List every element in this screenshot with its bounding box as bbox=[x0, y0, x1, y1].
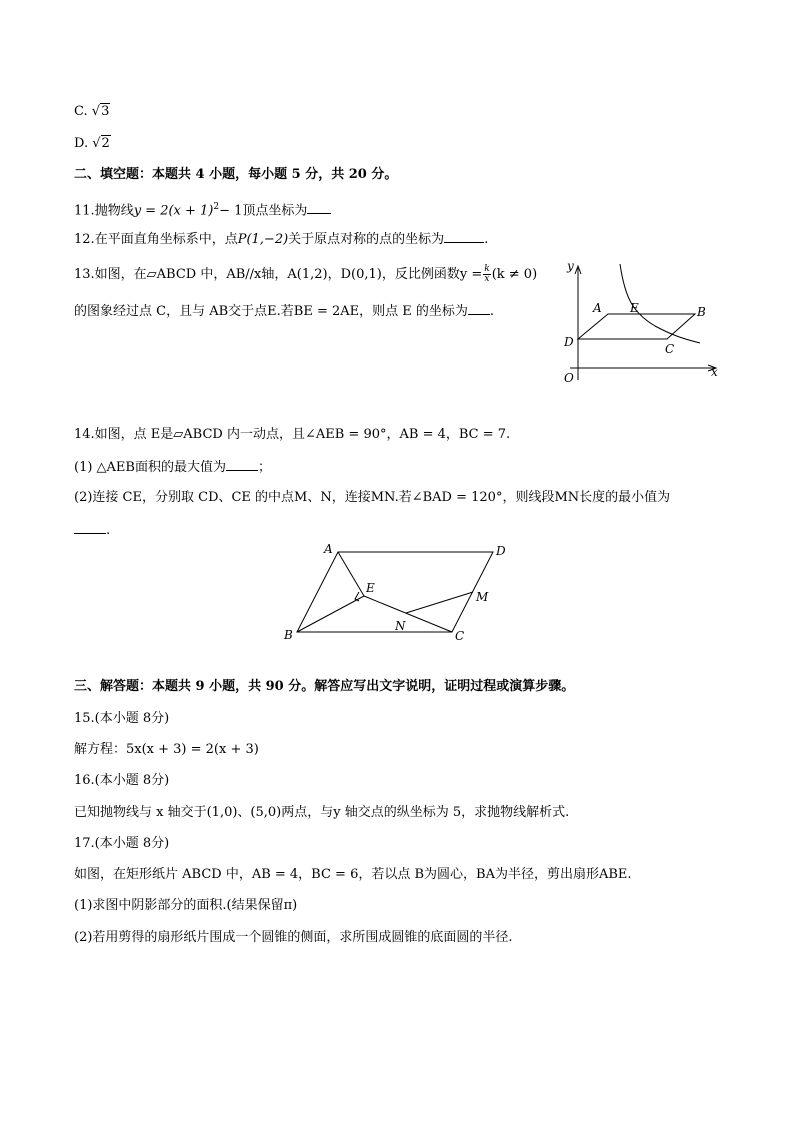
question-14-part-2: (2)连接 CE，分别取 CD、CE 的中点M、N，连接MN.若∠BAD = 120°，则线段MN长度的最小值为 bbox=[74, 490, 671, 505]
punctuation: ； bbox=[257, 460, 271, 475]
question-17-part-2: (2)若用剪得的扇形纸片围成一个圆锥的侧面，求所围成圆锥的底面圆的半径. bbox=[74, 930, 513, 945]
option-d-label: D. bbox=[74, 136, 89, 151]
question-13-line-1 bbox=[74, 265, 537, 284]
question-text: 的图象经过点 C，且与 AB交于点E.若BE = 2AE，则点 E 的坐标为 bbox=[74, 304, 468, 319]
label-b: B bbox=[284, 628, 293, 642]
question-16-header: 16.(本小题 8分) bbox=[74, 773, 170, 788]
math-expression: y = 2(x + 1) bbox=[133, 203, 214, 219]
label-c: C bbox=[665, 342, 675, 356]
sqrt-expression: √3 bbox=[91, 104, 110, 119]
answer-blank bbox=[74, 521, 106, 534]
question-17-text: 如图，在矩形纸片 ABCD 中，AB = 4，BC = 6，若以点 B为圆心，BA为半径，剪出扇形ABE. bbox=[74, 867, 632, 882]
question-text: 在平面直角坐标系中，点 bbox=[94, 232, 238, 247]
question-15-text: 解方程：5x(x + 3) = 2(x + 3) bbox=[74, 742, 259, 757]
question-text: (k ≠ 0) bbox=[491, 267, 538, 282]
segment-ae bbox=[338, 552, 364, 596]
question-12: 12.在平面直角坐标系中，点P(1,−2)关于原点对称的点的坐标为 . bbox=[74, 232, 489, 247]
segment-ec bbox=[364, 596, 452, 632]
section-3-heading: 三、解答题：本题共 9 小题，共 90 分。解答应写出文字说明，证明过程或演算步骤。 bbox=[74, 679, 575, 694]
label-a: A bbox=[593, 301, 602, 315]
answer-blank bbox=[226, 458, 258, 471]
fraction-denominator: x bbox=[484, 274, 490, 284]
fraction bbox=[483, 265, 490, 284]
label-e: E bbox=[366, 581, 375, 595]
label-c: C bbox=[455, 629, 465, 643]
question-17-part-1: (1)求图中阴影部分的面积.(结果保留π) bbox=[74, 898, 298, 913]
right-angle-mark bbox=[355, 592, 359, 601]
question-text: − 1顶点坐标为 bbox=[219, 203, 308, 219]
label-o: O bbox=[564, 371, 574, 385]
segment-be bbox=[297, 596, 364, 632]
radicand: 3 bbox=[101, 104, 110, 119]
question-11 bbox=[74, 199, 331, 219]
label-n: N bbox=[395, 619, 406, 633]
label-e: E bbox=[630, 301, 639, 315]
label-d: D bbox=[564, 335, 574, 349]
section-2-heading: 二、填空题：本题共 4 小题，每小题 5 分，共 20 分。 bbox=[74, 167, 398, 182]
answer-blank bbox=[468, 302, 490, 315]
question-14-part-1 bbox=[74, 458, 271, 476]
q13-figure bbox=[555, 258, 730, 388]
question-13-line-2: 的图象经过点 C，且与 AB交于点E.若BE = 2AE，则点 E 的坐标为 . bbox=[74, 304, 495, 319]
punctuation: . bbox=[106, 523, 111, 538]
label-x: x bbox=[711, 365, 718, 379]
math-point: P(1,−2) bbox=[237, 232, 289, 247]
label-y: y bbox=[567, 259, 574, 273]
answer-blank bbox=[444, 230, 484, 243]
answer-blank bbox=[307, 201, 331, 214]
option-c bbox=[74, 104, 110, 120]
question-15-header: 15.(本小题 8分) bbox=[74, 711, 170, 726]
question-14-part-2-blank bbox=[74, 521, 110, 539]
option-c-label: C. bbox=[74, 104, 88, 119]
label-d: D bbox=[496, 544, 506, 558]
fraction-numerator: k bbox=[484, 264, 490, 274]
question-14-stem: 14.如图，点 E是▱ABCD 内一动点，且∠AEB = 90°，AB = 4，BC = 7. bbox=[74, 427, 511, 442]
option-d bbox=[74, 136, 111, 152]
question-text: 13.如图，在▱ABCD 中，AB//x轴，A(1,2)，D(0,1)，反比例函数y = bbox=[74, 267, 483, 282]
question-text: 抛物线 bbox=[94, 203, 134, 219]
radicand: 2 bbox=[101, 136, 110, 151]
question-17-header: 17.(本小题 8分) bbox=[74, 836, 170, 851]
question-number: 12. bbox=[74, 232, 95, 247]
label-m: M bbox=[476, 590, 489, 604]
question-16-text: 已知抛物线与 x 轴交于(1,0)、(5,0)两点，与y 轴交点的纵坐标为 5，求抛物线解析式. bbox=[74, 805, 570, 820]
q14-figure bbox=[280, 540, 520, 645]
label-b: B bbox=[697, 305, 706, 319]
label-a: A bbox=[324, 542, 333, 556]
question-number: 11. bbox=[74, 203, 95, 219]
sqrt-expression: √2 bbox=[92, 136, 110, 151]
question-text: 关于原点对称的点的坐标为 bbox=[288, 232, 445, 247]
question-text: (1) △AEB面积的最大值为 bbox=[74, 460, 226, 475]
parallelogram-abcd bbox=[578, 314, 695, 339]
exponent: 2 bbox=[213, 202, 220, 212]
